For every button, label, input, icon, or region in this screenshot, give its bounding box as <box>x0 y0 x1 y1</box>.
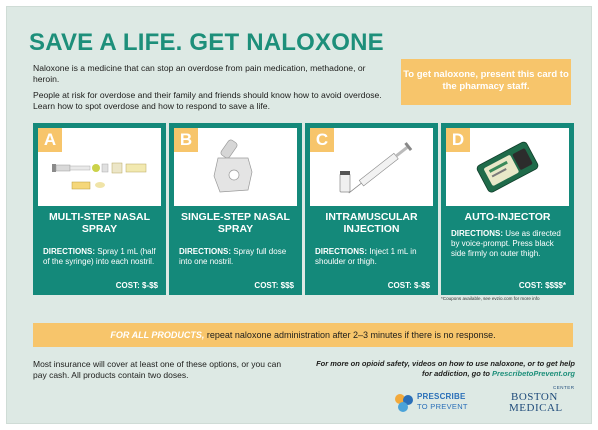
intro-text <box>33 63 393 117</box>
product-image-c <box>310 128 433 206</box>
banner-highlight: FOR ALL PRODUCTS, <box>110 330 205 340</box>
product-card-multi-step-nasal-spray <box>33 123 166 295</box>
ptp-logo-line2: TO PREVENT <box>417 402 468 411</box>
product-directions <box>451 229 569 259</box>
directions-text: Spray 1 mL (half of the syringe) into each nostril. <box>43 247 156 266</box>
pharmacy-callout: To get naloxone, present this card to the pharmacy staff. <box>401 59 571 105</box>
directions-text: Inject 1 mL in shoulder or thigh. <box>315 247 417 266</box>
product-letter: C <box>310 128 334 152</box>
banner-text: repeat naloxone administration after 2–3 minutes if there is no response. <box>204 330 496 340</box>
directions-label: DIRECTIONS: <box>451 229 503 238</box>
product-name: INTRAMUSCULAR INJECTION <box>325 211 418 235</box>
page-title: SAVE A LIFE. GET NALOXONE <box>29 29 384 56</box>
product-directions <box>315 247 433 267</box>
more-info-note <box>307 359 575 379</box>
product-card-auto-injector <box>441 123 574 295</box>
product-cost: COST: $-$$ <box>115 281 158 290</box>
prescribe-to-prevent-link[interactable]: PrescribetoPrevent.org <box>492 369 575 378</box>
product-options <box>33 123 573 295</box>
coupon-footnote: *Coupons available, see evzio.com for more info <box>441 296 540 301</box>
product-cost: COST: $$$$* <box>518 281 566 290</box>
product-letter: A <box>38 128 62 152</box>
directions-text: Use as directed by voice-prompt. Press black side firmly on outer thigh. <box>451 229 561 258</box>
product-cost: COST: $-$$ <box>387 281 430 290</box>
intro-paragraph-1: Naloxone is a medicine that can stop an overdose from pain medication, methadone, or heroin. <box>33 63 366 84</box>
directions-text: Spray full dose into one nostril. <box>179 247 287 266</box>
product-name: MULTI-STEP NASAL SPRAY <box>48 211 151 235</box>
product-image-d <box>446 128 569 206</box>
repeat-dose-banner <box>33 323 573 347</box>
product-cost: COST: $$$ <box>254 281 294 290</box>
product-card-single-step-nasal-spray <box>169 123 302 295</box>
prescribe-to-prevent-logo <box>393 389 483 417</box>
directions-label: DIRECTIONS: <box>315 247 367 256</box>
product-letter: B <box>174 128 198 152</box>
bmc-logo-line2: MEDICAL <box>509 402 563 414</box>
ptp-logo-line1: PRESCRIBE <box>417 392 466 401</box>
bmc-logo-line1: BOSTON <box>511 391 558 403</box>
product-letter: D <box>446 128 470 152</box>
product-name: AUTO-INJECTOR <box>464 211 551 223</box>
product-image-b <box>174 128 297 206</box>
naloxone-info-card <box>6 6 592 424</box>
product-directions <box>43 247 161 267</box>
product-directions <box>179 247 297 267</box>
intro-paragraph-2: People at risk for overdose and their family and friends should know how to avoid overdose. Learn how to spot overdose and how to respond to save a life. <box>33 90 382 111</box>
boston-medical-center-logo <box>507 383 577 419</box>
bmc-logo-center: CENTER <box>553 385 575 390</box>
insurance-note: Most insurance will cover at least one of these options, or you can pay cash. All products contain two doses. <box>33 359 282 380</box>
prescribe-to-prevent-logo-icon <box>393 391 415 415</box>
directions-label: DIRECTIONS: <box>179 247 231 256</box>
more-info-text: For more on opioid safety, videos on how to use naloxone, or to get help for addiction, go to <box>316 359 575 378</box>
directions-label: DIRECTIONS: <box>43 247 95 256</box>
product-image-a <box>38 128 161 206</box>
product-card-intramuscular-injection <box>305 123 438 295</box>
product-name: SINGLE-STEP NASAL SPRAY <box>181 211 290 235</box>
